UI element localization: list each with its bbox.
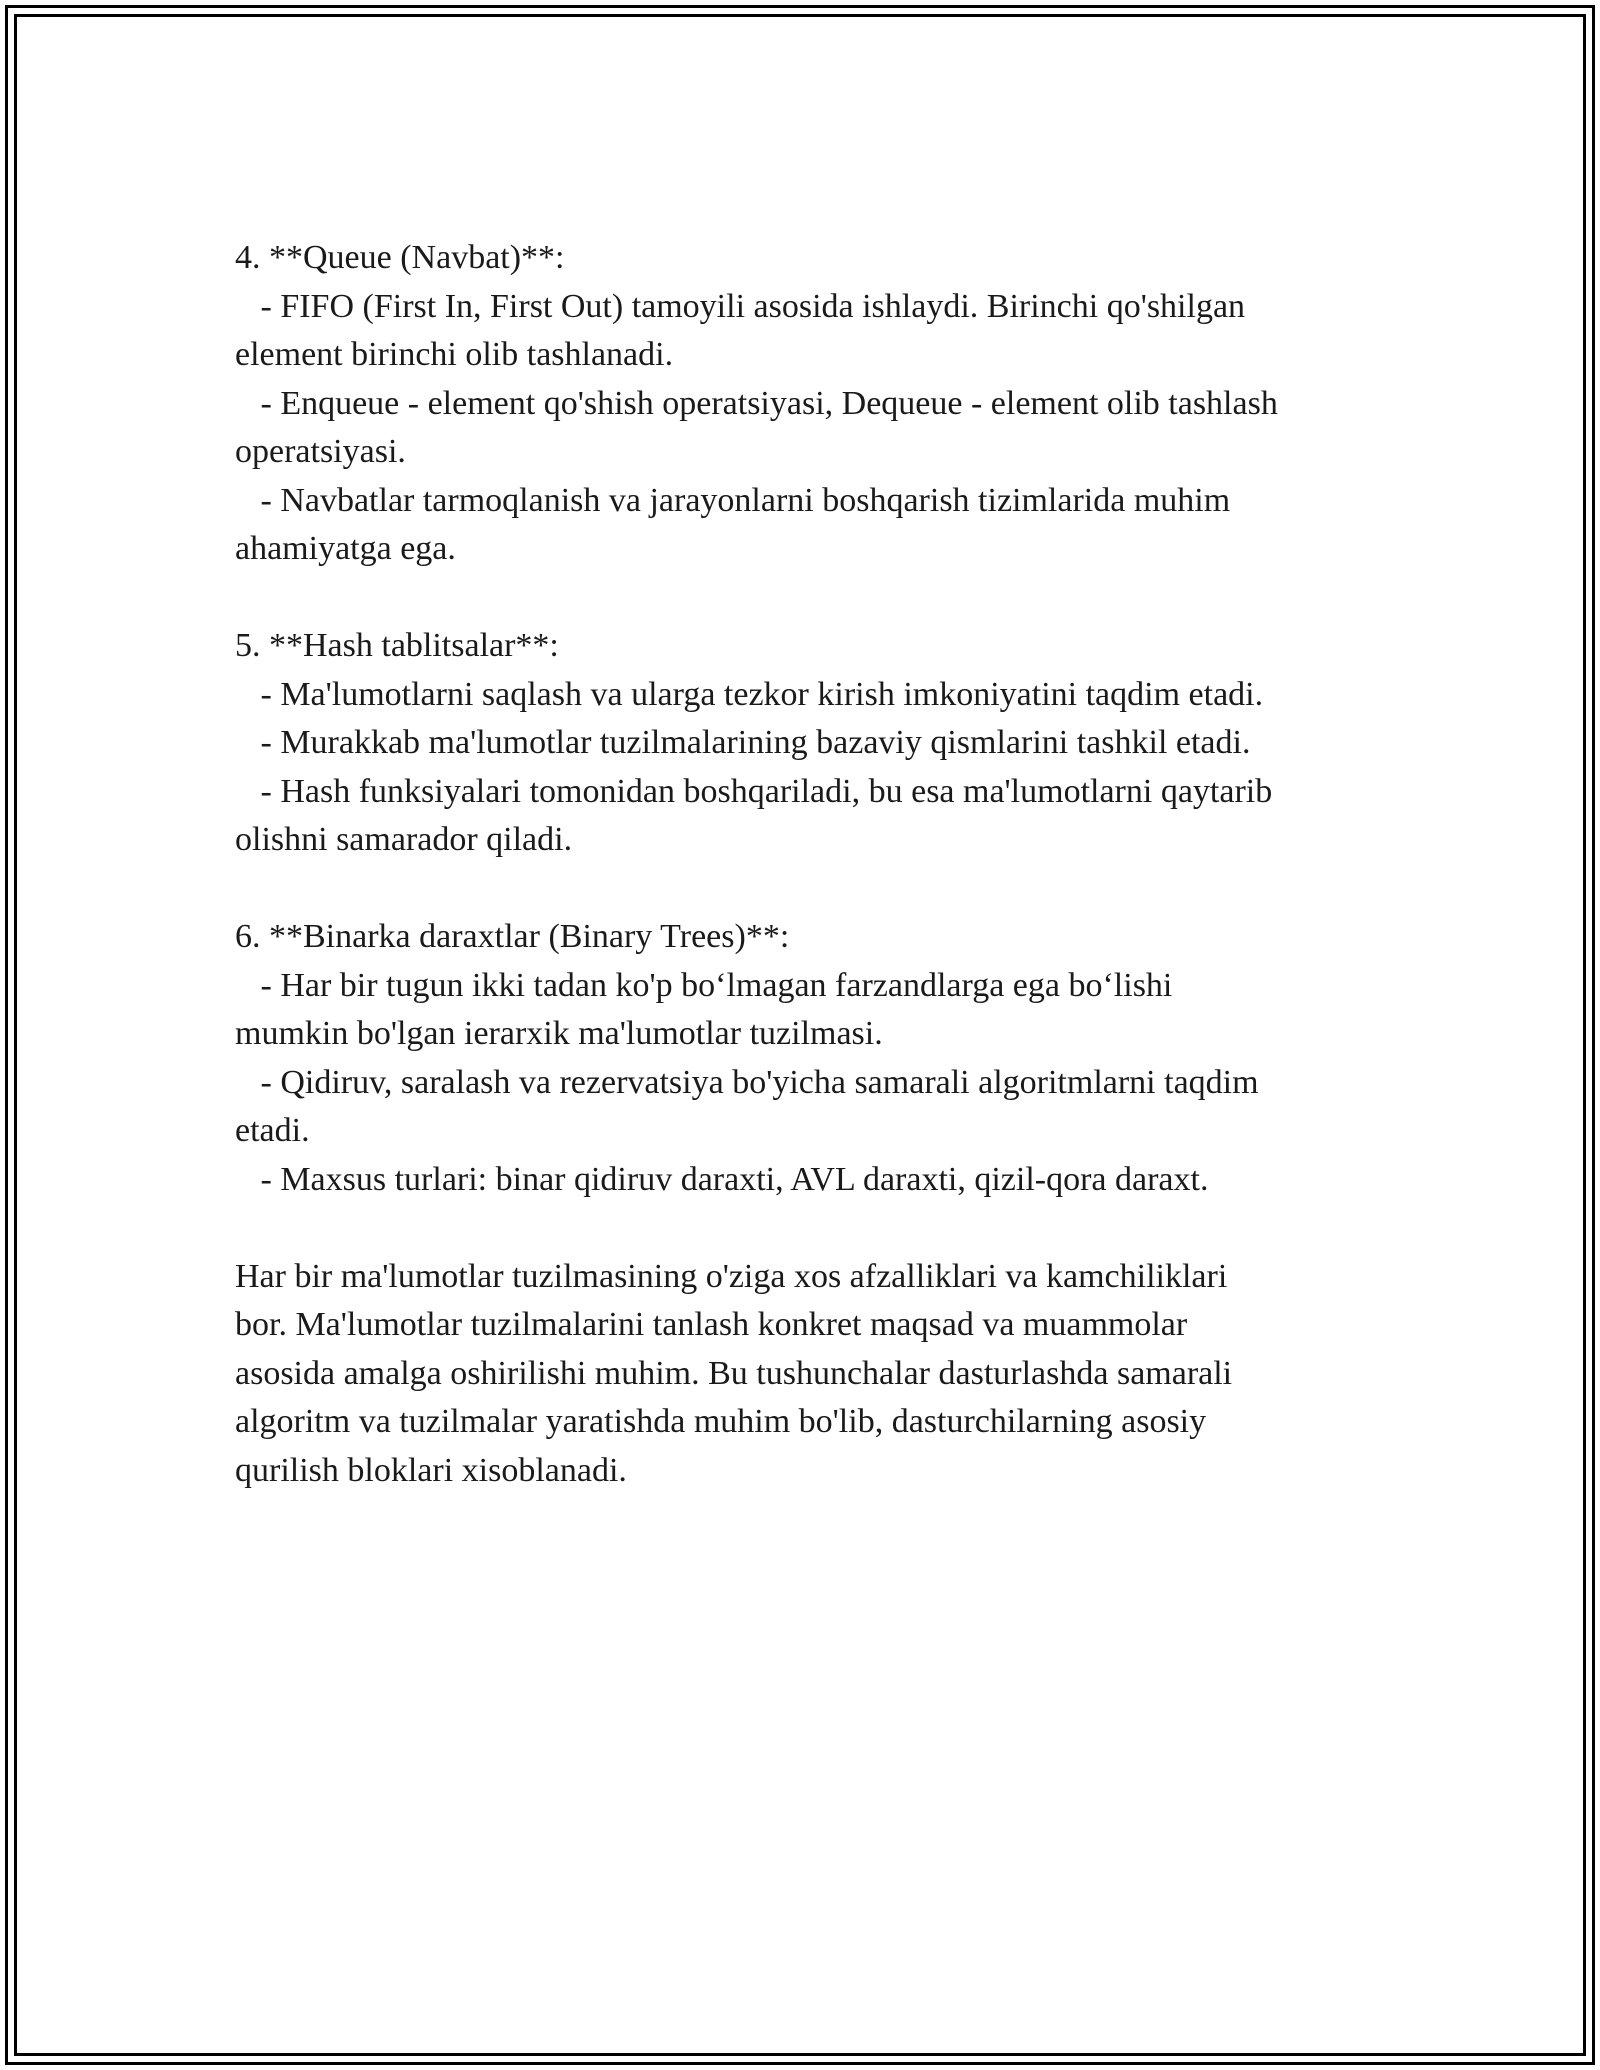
section-heading: 5. **Hash tablitsalar**:: [235, 627, 559, 664]
text-line: - FIFO (First In, First Out) tamoyili asosida ishlaydi. Birinchi qo'shilgan: [235, 287, 1246, 325]
section-binary-trees: [235, 913, 1415, 1204]
section-heading: 4. **Queue (Navbat)**:: [235, 239, 565, 276]
text-line: element birinchi olib tashlanadi.: [235, 336, 674, 373]
text-line: algoritm va tuzilmalar yaratishda muhim bo'lib, dasturchilarning asosiy: [235, 1403, 1207, 1440]
text-line: operatsiyasi.: [235, 433, 406, 470]
text-line: olishni samarador qiladi.: [235, 821, 573, 858]
conclusion-paragraph: [235, 1253, 1415, 1496]
text-line: mumkin bo'lgan ierarxik ma'lumotlar tuzilmasi.: [235, 1015, 883, 1052]
section-queue: [235, 234, 1415, 574]
text-line: - Maxsus turlari: binar qidiruv daraxti, AVL daraxti, qizil-qora daraxt.: [235, 1160, 1209, 1198]
text-line: - Navbatlar tarmoqlanish va jarayonlarni boshqarish tizimlarida muhim: [235, 481, 1231, 519]
paragraph-spacer: [235, 574, 1415, 623]
text-line: asosida amalga oshirilishi muhim. Bu tushunchalar dasturlashda samarali: [235, 1354, 1233, 1392]
paragraph-spacer: [235, 865, 1415, 914]
section-heading: 6. **Binarka daraxtlar (Binary Trees)**:: [235, 918, 790, 955]
text-line: - Har bir tugun ikki tadan ko'p bo‘lmagan farzandlarga ega bo‘lishi: [235, 966, 1173, 1004]
text-line: ahamiyatga ega.: [235, 530, 456, 567]
text-line: - Qidiruv, saralash va rezervatsiya bo'yicha samarali algoritmlarni taqdim: [235, 1063, 1259, 1101]
text-line: - Hash funksiyalari tomonidan boshqariladi, bu esa ma'lumotlarni qaytarib: [235, 772, 1273, 810]
text-line: etadi.: [235, 1112, 310, 1149]
text-line: - Enqueue - element qo'shish operatsiyasi, Dequeue - element olib tashlash: [235, 384, 1278, 422]
paragraph-spacer: [235, 1204, 1415, 1253]
text-line: bor. Ma'lumotlar tuzilmalarini tanlash konkret maqsad va muammolar: [235, 1306, 1188, 1343]
text-line: Har bir ma'lumotlar tuzilmasining o'ziga xos afzalliklari va kamchiliklari: [235, 1257, 1228, 1295]
document-body: [235, 234, 1415, 1495]
text-line: - Murakkab ma'lumotlar tuzilmalarining bazaviy qismlarini tashkil etadi.: [235, 724, 1251, 761]
text-line: - Ma'lumotlarni saqlash va ularga tezkor kirish imkoniyatini taqdim etadi.: [235, 675, 1264, 713]
text-line: qurilish bloklari xisoblanadi.: [235, 1451, 627, 1489]
section-hash-tables: [235, 622, 1415, 865]
